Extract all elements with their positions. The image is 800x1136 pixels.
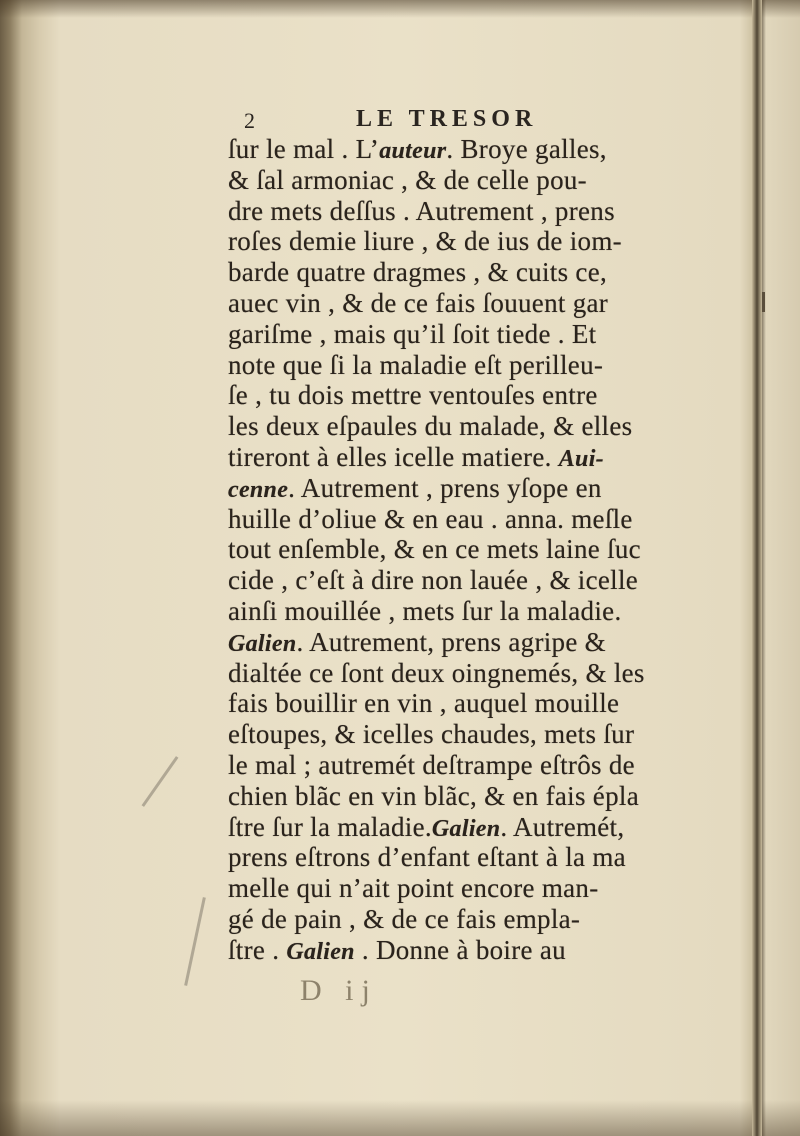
italic-name: Galien [228,630,297,657]
text-line [228,504,748,535]
text-run: . Donne à boire au [354,934,566,965]
text-line [228,596,748,627]
page-number: 2 [244,108,256,133]
text-run: dre mets deſſus . Autrement , prens [228,195,615,226]
text-line [228,904,748,935]
page-header [230,104,570,134]
text-run: ainſi mouillée , mets ſur la maladie. [228,595,622,626]
text-line [228,442,748,473]
text-line [228,812,748,843]
text-line [228,226,748,257]
text-run: les deux eſpaules du malade, & elles [228,411,633,442]
text-line [228,627,748,658]
italic-name: cenne [228,476,289,503]
text-line [228,658,748,689]
text-line [228,935,748,966]
book-gutter [752,0,762,1136]
running-head: LE TRESOR [356,106,538,132]
text-line [228,473,748,504]
text-run: & ſal armoniac , & de celle pou- [228,164,587,195]
text-run: eſtoupes, & icelles chaudes, mets ſur [228,719,635,750]
text-line [228,288,748,319]
text-line [228,380,748,411]
text-run: note que ſi la maladie eſt perilleu- [228,349,604,380]
text-line [228,873,748,904]
text-line [228,350,748,381]
text-run: roſes demie liure , & de ius de iom- [228,226,622,257]
text-run: ſtre . [228,934,287,965]
text-line [228,565,748,596]
body-text [228,134,748,966]
italic-name: Galien [286,938,355,965]
text-run: ſur le mal . L’ [228,134,380,164]
text-line [228,257,748,288]
text-run: ſtre ſur la maladie. [228,811,432,842]
text-line [228,165,748,196]
text-run: gé de pain , & de ce fais empla- [228,903,581,934]
italic-name: auteur [379,138,447,164]
facing-page-mark [762,292,765,312]
text-run: . Broye galles, [446,134,607,164]
text-run: ſe , tu dois mettre ventouſes entre [228,380,598,411]
italic-name: Aui- [558,445,604,472]
text-run: tout enſemble, & en ce mets laine ſuc [228,534,641,565]
text-line [228,688,748,719]
text-line [228,750,748,781]
text-line [228,196,748,227]
text-line [228,719,748,750]
text-run: . Autrement, prens agripe & [296,626,606,657]
text-run: prens eſtrons d’enfant eſtant à la ma [228,842,626,873]
text-line [228,842,748,873]
text-run: chien blãc en vin blãc, & en fais épla [228,780,639,811]
text-run: le mal ; autremét deſtrampe eſtrôs de [228,749,635,780]
italic-name: Galien [431,815,501,842]
page-top-edge-shadow [0,0,800,18]
text-line [228,411,748,442]
text-line [228,781,748,812]
text-run: . Autrement , prens yſope en [288,472,602,503]
text-run: fais bouillir en vin , auquel mouille [228,688,620,719]
text-line [228,534,748,565]
text-run: melle qui n’ait point encore man- [228,873,599,904]
text-run: tireront à elles icelle matiere. [228,441,559,472]
text-run: huille d’oliue & en eau . anna. meſle [228,503,633,534]
text-run: auec vin , & de ce fais ſouuent gar [228,287,609,318]
text-run: barde quatre dragmes , & cuits ce, [228,257,608,288]
signature-mark: D ij [300,974,378,1007]
text-run: cide , c’eſt à dire non lauée , & icelle [228,565,639,596]
text-line [228,134,748,165]
page-bottom-edge-shadow [0,1100,800,1136]
text-run: dialtée ce ſont deux oingnemés, & les [228,657,645,688]
text-run: . Autremét, [500,811,625,842]
text-line [228,319,748,350]
text-run: gariſme , mais qu’il ſoit tiede . Et [228,318,597,349]
